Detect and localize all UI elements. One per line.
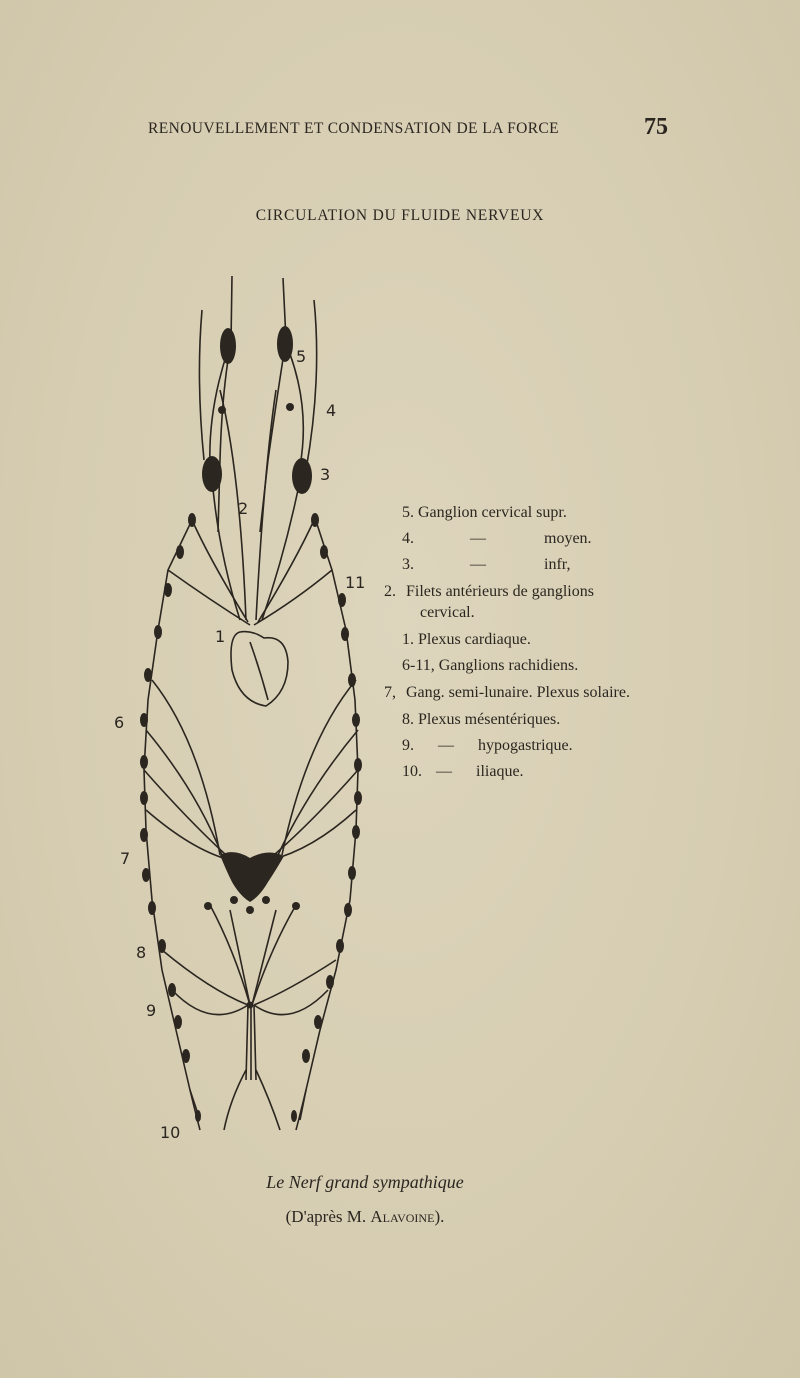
legend-item [402, 526, 642, 552]
legend-text: Filets antérieurs de ganglions cervical. [406, 583, 594, 621]
legend-item [402, 707, 642, 733]
legend-dash: — [436, 763, 452, 780]
legend-item [402, 581, 642, 623]
figure-label-4: 4 [326, 401, 337, 420]
legend-item [402, 759, 642, 785]
legend-text: iliaque. [476, 763, 524, 780]
figure-label-1: 1 [215, 627, 226, 646]
figure-label-8: 8 [136, 943, 147, 962]
page-number: 75 [644, 114, 668, 140]
figure-label-10: 10 [160, 1123, 181, 1140]
legend-text: Plexus mésentériques. [418, 711, 561, 728]
figure-label-3: 3 [320, 465, 331, 484]
legend-text: Ganglion cervical supr. [418, 504, 567, 521]
figure-legend [402, 500, 642, 785]
legend-text: hypogastrique. [478, 737, 573, 754]
nerve-diagram [100, 270, 390, 1140]
legend-number: 8. [402, 711, 414, 728]
legend-number: 9. [402, 737, 414, 754]
legend-text: Ganglions rachidiens. [438, 657, 579, 674]
figure-label-9: 9 [146, 1001, 157, 1020]
credit-suffix: ). [434, 1207, 445, 1226]
legend-text: Gang. semi-lunaire. Plexus solaire. [406, 684, 630, 701]
legend-number: 4. [402, 530, 414, 547]
figure-label-7: 7 [120, 849, 131, 868]
figure-label-11: 11 [345, 573, 366, 592]
legend-number: 10. [402, 763, 422, 780]
legend-item [402, 733, 642, 759]
legend-text: moyen. [544, 530, 592, 547]
figure-caption-credit [0, 1207, 730, 1227]
legend-text: Plexus cardiaque. [418, 631, 531, 648]
running-header [148, 114, 668, 146]
legend-number: 1. [402, 631, 414, 648]
running-title: RENOUVELLEMENT ET CONDENSATION DE LA FORCE [148, 120, 560, 137]
credit-name: Alavoine [370, 1207, 435, 1226]
figure-caption-title: Le Nerf grand sympathique [266, 1172, 464, 1192]
legend-number: 6-11, [402, 657, 435, 674]
legend-item [402, 552, 642, 578]
legend-number: 3. [402, 556, 414, 573]
legend-item [402, 653, 642, 679]
legend-dash: — [470, 556, 486, 573]
legend-item [402, 500, 642, 526]
figure-label-5: 5 [296, 347, 307, 366]
section-title: CIRCULATION DU FLUIDE NERVEUX [255, 207, 545, 224]
legend-dash: — [470, 530, 486, 547]
legend-dash: — [438, 737, 454, 754]
legend-text: infr, [544, 556, 571, 573]
figure-label-2: 2 [238, 499, 249, 518]
credit-prefix: (D'après M. [285, 1207, 371, 1226]
legend-item [402, 682, 642, 703]
legend-number: 5. [402, 504, 414, 521]
figure-label-6: 6 [114, 713, 125, 732]
legend-item [402, 627, 642, 653]
nerve-diagram-svg [100, 270, 390, 1140]
